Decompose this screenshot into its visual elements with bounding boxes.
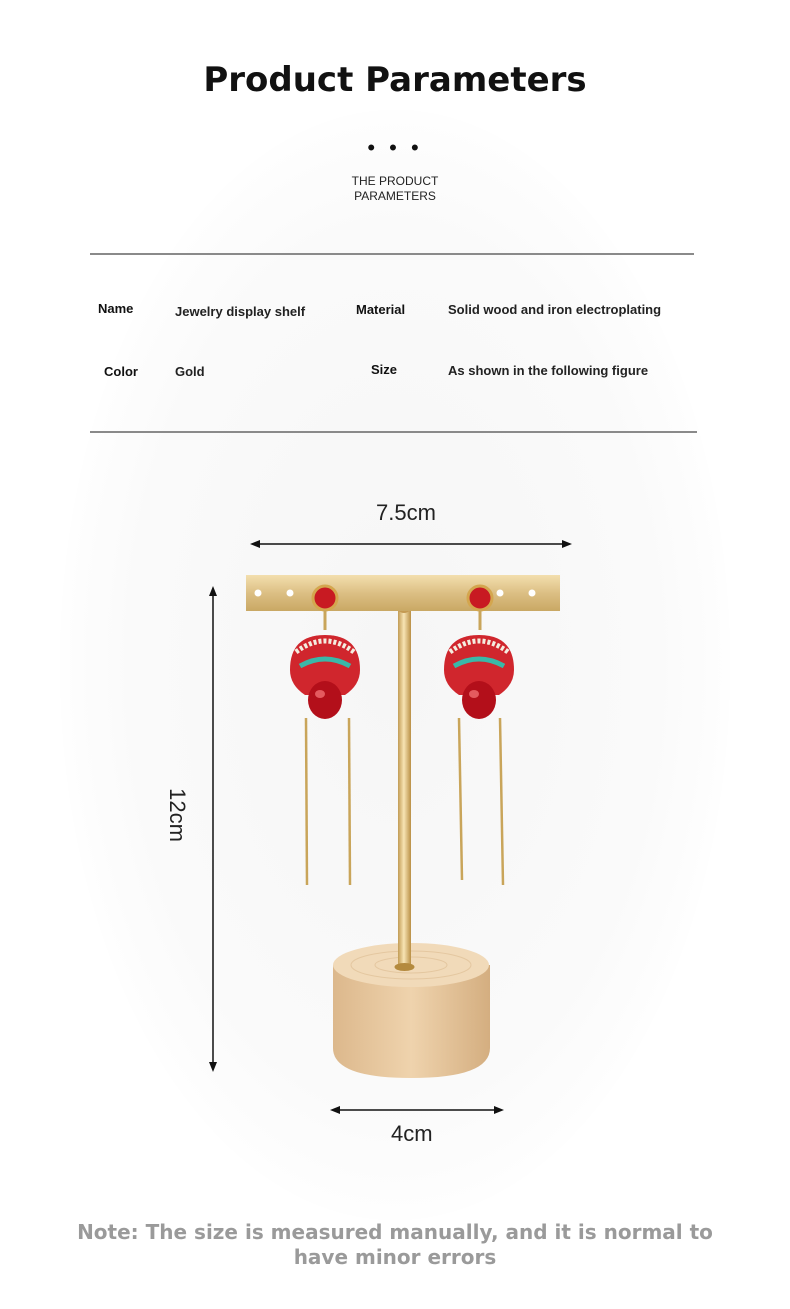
size-label: Size bbox=[371, 362, 398, 377]
color-value: Gold bbox=[175, 364, 205, 379]
right-earring bbox=[444, 586, 514, 885]
height-arrow bbox=[209, 586, 217, 1072]
name-label: Name bbox=[98, 301, 134, 316]
bottom-divider bbox=[90, 431, 697, 433]
left-earring bbox=[290, 586, 360, 885]
page-subtitle: THE PRODUCT PARAMETERS bbox=[351, 174, 439, 203]
width-label: 7.5cm bbox=[376, 500, 436, 525]
product-illustration bbox=[0, 480, 790, 1180]
material-value: Solid wood and iron electroplating bbox=[448, 302, 662, 317]
base-width-arrow bbox=[330, 1106, 504, 1114]
name-value: Jewelry display shelf bbox=[175, 304, 306, 319]
width-arrow bbox=[250, 540, 572, 548]
color-label: Color bbox=[104, 364, 138, 379]
gold-pole bbox=[395, 597, 415, 971]
gold-top-bar bbox=[246, 575, 560, 611]
product-figure bbox=[0, 480, 790, 1180]
size-value: As shown in the following figure bbox=[448, 363, 649, 378]
page-title: Product Parameters bbox=[203, 60, 587, 100]
decorative-dots: • • • bbox=[367, 135, 423, 160]
height-label: 12cm bbox=[164, 788, 190, 842]
base-label: 4cm bbox=[391, 1121, 433, 1146]
wooden-base bbox=[333, 943, 490, 1078]
measurement-note: Note: The size is measured manually, and it is normal to have minor errors bbox=[77, 1220, 713, 1269]
material-label: Material bbox=[356, 302, 406, 317]
top-divider bbox=[90, 253, 694, 255]
